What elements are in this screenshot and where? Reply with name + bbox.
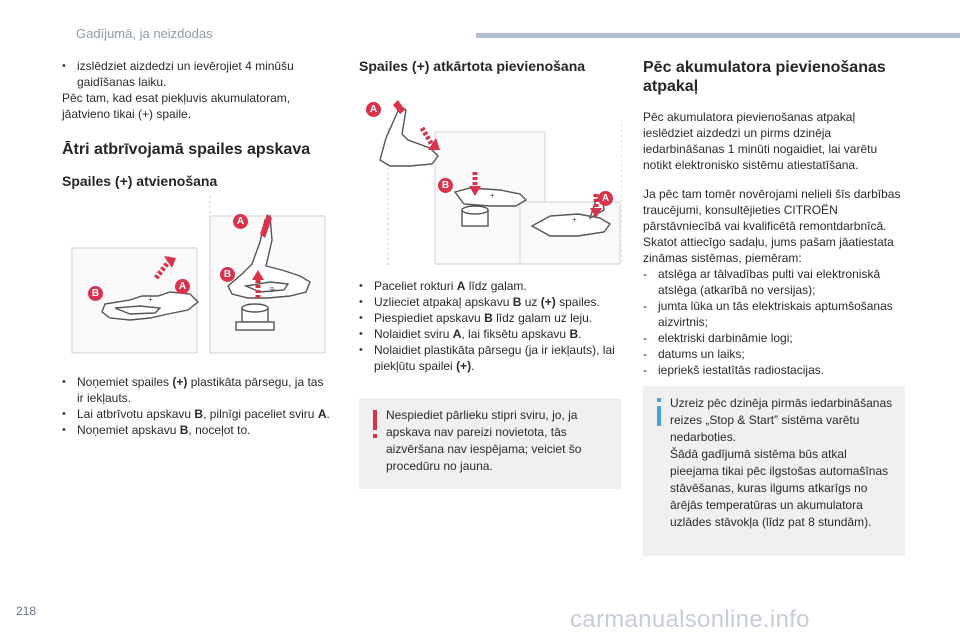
reconnect-illustration: [360, 90, 622, 266]
svg-text:9-: 9-: [270, 287, 277, 294]
label-a-circle: [598, 191, 613, 206]
warning-text: Nespiediet pārlieku stipri sviru, jo, ja apskava nav pareizi novietota, tās aizvēršana nav iespējama; veiciet šo procedūru no jauna.: [386, 408, 582, 473]
warning-note: [359, 398, 621, 489]
label-a-circle: [175, 279, 190, 294]
step-text: Noņemiet apskavu: [77, 423, 180, 437]
label-a-circle: [233, 214, 248, 229]
step-text: Piespiediet apskavu: [374, 311, 485, 325]
list-item: [359, 342, 621, 374]
step-bold: B: [569, 327, 579, 341]
bullet-icon: •: [62, 408, 66, 420]
list-item: [643, 346, 905, 362]
step-text: spailes.: [555, 295, 600, 309]
svg-text:+: +: [148, 295, 153, 304]
list-item: [643, 330, 905, 346]
bullet-icon: •: [62, 60, 66, 72]
label-a-text: A: [601, 193, 610, 204]
header-bar: [476, 33, 960, 38]
watermark: carmanualsonline.info: [570, 606, 810, 633]
bullet-icon: •: [359, 296, 363, 308]
label-b-circle: [220, 267, 235, 282]
step-text: Uzlieciet atpakaļ apskavu: [374, 295, 513, 309]
reconnect-steps: [359, 278, 621, 374]
info-text: Uzreiz pēc dzinēja pirmās iedarbināšanas reizes „Stop & Start” sistēma varētu nedarboties. Šādā gadījumā sistēma būs atkal pieejama tikai pēc ilgstošas automašīnas stāvēšanas, kuras ilgums atkarīgs no ārējās temperatūras un akumulatora uzlādes stāvokļa (līdz pat 8 stundām).: [670, 396, 893, 529]
step-bold: (+): [172, 375, 188, 389]
step-text: Nolaidiet sviru: [374, 327, 453, 341]
intro-item: [62, 58, 330, 90]
step-bold: A: [317, 407, 327, 421]
label-b-circle: [88, 286, 103, 301]
paragraph-2: Ja pēc tam tomēr novērojami nelieli šīs darbības traucējumi, konsultējieties CITROËN pārstāvniecībā vai kvalificētā remontdarbnīcā. Skatot attiecīgo sadaļu, jums pašam jāatiestata zināmas sistēmas, piemēram:: [643, 187, 901, 265]
dash-mark: -: [643, 331, 647, 345]
label-b-text: B: [91, 288, 100, 299]
step-bold: (+): [456, 359, 472, 373]
step-text: Paceliet rokturi: [374, 279, 457, 293]
step-text: Nolaidiet plastikāta pārsegu (ja ir iekļauts), lai piekļūtu spailei: [374, 343, 615, 373]
step-text: .: [326, 407, 330, 421]
list-item: [359, 310, 621, 326]
svg-text:+: +: [490, 191, 495, 200]
paragraph-1: Pēc akumulatora pievienošanas atpakaļ ieslēdziet aizdedzi un pirms dzinēja iedarbināšanas 1 minūti nogaidiet, lai varētu notikt elektronisko sistēmu atiestatīšana.: [643, 110, 878, 172]
step-text: uz: [521, 295, 541, 309]
list-item-text: jumta lūka un tās elektriskais aptumšošanas aizvirtnis;: [658, 299, 893, 329]
label-b-text: B: [223, 269, 232, 280]
step-text: .: [471, 359, 475, 373]
step-bold: B: [484, 311, 493, 325]
intro-paragraph-2: jāatvieno tikai (+) spaile.: [62, 107, 192, 121]
list-item: [643, 362, 905, 378]
info-icon: [655, 398, 663, 428]
column-3: [643, 58, 905, 378]
list-item: [359, 326, 621, 342]
intro-list: [62, 58, 330, 90]
step-text: līdz galam uz leju.: [492, 311, 593, 325]
heading-line-1: Pēc akumulatora pievienošanas: [643, 59, 886, 76]
bullet-icon: •: [359, 344, 363, 356]
warning-icon: [371, 410, 379, 440]
bullet-icon: •: [62, 376, 66, 388]
reset-systems-list: [643, 266, 905, 378]
column-1: [62, 58, 330, 189]
dash-mark: -: [643, 267, 647, 281]
label-a-text: A: [236, 216, 245, 227]
label-a-circle: [366, 102, 381, 117]
step-bold: B: [194, 407, 204, 421]
step-text: Noņemiet spailes: [77, 375, 173, 389]
after-reconnect-heading: [643, 58, 905, 96]
bullet-icon: •: [62, 424, 66, 436]
list-item-text: atslēga ar tālvadības pulti vai elektroniskā atslēga (atkarībā no versijas);: [658, 267, 881, 297]
dash-mark: -: [643, 347, 647, 361]
step-text: , noceļot to.: [188, 423, 251, 437]
heading-line-2: atpakaļ: [643, 78, 699, 95]
list-item: [62, 374, 330, 406]
bullet-icon: •: [359, 280, 363, 292]
disconnect-subheading: Spailes (+) atvienošana: [62, 173, 218, 189]
step-text: līdz galam.: [465, 279, 527, 293]
list-item: [359, 278, 621, 294]
step-text: .: [578, 327, 582, 341]
list-item: [643, 266, 905, 298]
step-bold: (+): [540, 295, 556, 309]
step-bold: B: [179, 423, 189, 437]
column-2: [359, 58, 621, 74]
reconnect-subheading: Spailes (+) atkārtota pievienošana: [359, 58, 586, 74]
list-item-text: iepriekš iestatītās radiostacijas.: [658, 363, 825, 377]
bullet-icon: •: [359, 312, 363, 324]
quick-release-heading: Ātri atbrīvojamā spailes apskava: [62, 141, 311, 158]
label-b-text: B: [441, 180, 450, 191]
step-text: plastikāta pārsegu, ja tas ir iekļauts.: [77, 375, 324, 405]
dash-mark: -: [643, 299, 647, 313]
step-text: , pilnīgi paceliet sviru: [203, 407, 318, 421]
intro-paragraph-1: Pēc tam, kad esat piekļuvis akumulatoram,: [62, 91, 291, 105]
svg-text:+: +: [572, 215, 577, 224]
disconnect-steps: [62, 374, 330, 438]
dash-mark: -: [643, 363, 647, 377]
section-title: Gadījumā, ja neizdodas: [76, 26, 213, 41]
step-bold: A: [456, 279, 466, 293]
info-note: [643, 386, 905, 556]
list-item: [62, 406, 330, 422]
step-text: Lai atbrīvotu apskavu: [77, 407, 195, 421]
label-a-text: A: [369, 104, 378, 115]
list-item: [62, 422, 330, 438]
reconnect-steps-list: [359, 278, 621, 374]
disconnect-illustration: [60, 196, 330, 356]
list-item: [643, 298, 905, 330]
list-item-text: datums un laiks;: [658, 347, 745, 361]
list-item-text: elektriski darbināmie logi;: [658, 331, 793, 345]
bullet-icon: •: [359, 328, 363, 340]
intro-item-text: izslēdziet aizdedzi un ievērojiet 4 minūšu gaidīšanas laiku.: [77, 59, 294, 89]
step-bold: B: [512, 295, 522, 309]
page-number: 218: [16, 604, 37, 618]
step-bold: A: [452, 327, 462, 341]
label-a-text: A: [178, 281, 187, 292]
label-b-circle: [438, 178, 453, 193]
list-item: [359, 294, 621, 310]
step-text: , lai fiksētu apskavu: [461, 327, 570, 341]
disconnect-steps-list: [62, 374, 330, 438]
